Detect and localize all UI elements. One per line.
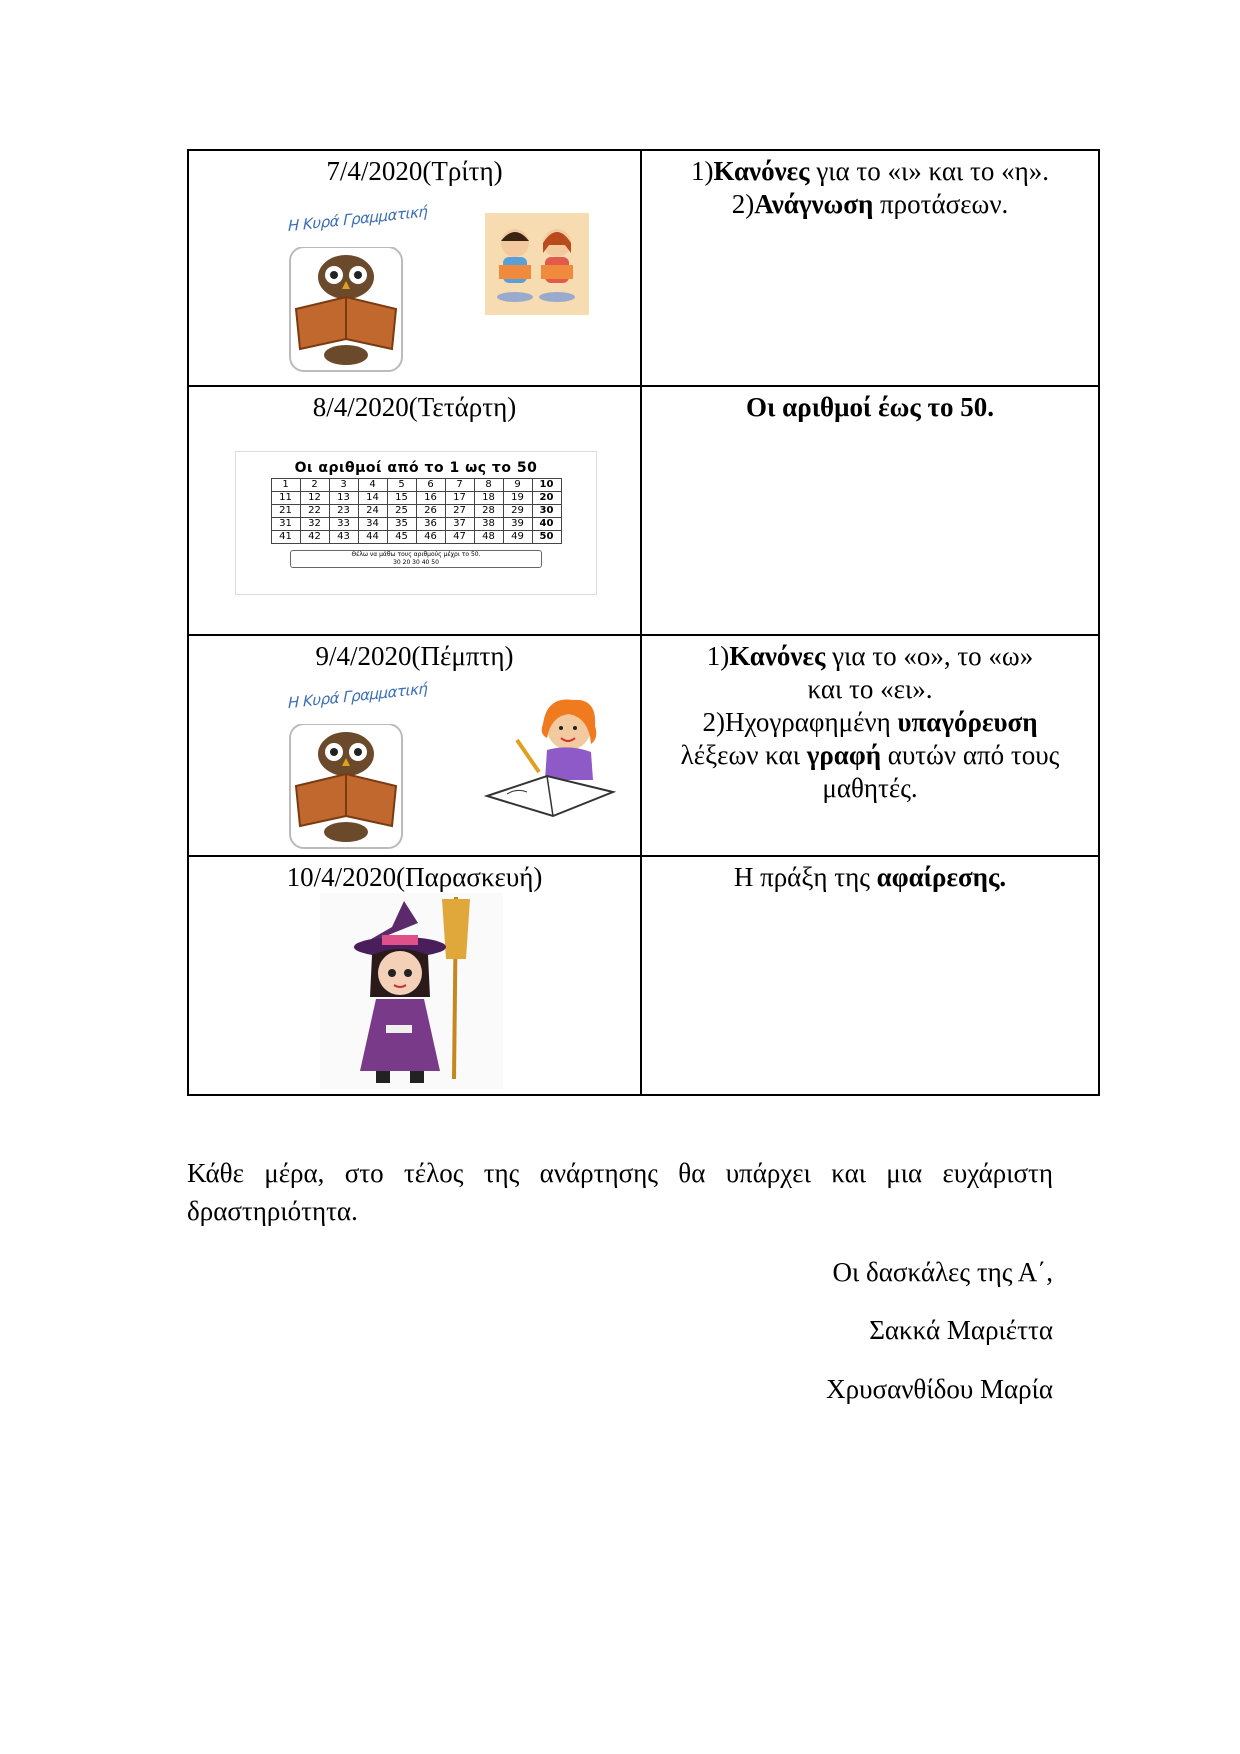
number-cell: 2 [300,479,329,492]
content-line: λέξεων και γραφή αυτών από τους [680,740,1060,770]
number-cell: 15 [387,492,416,505]
kids-reading-image [485,213,589,315]
number-cell: 45 [387,531,416,544]
number-cell: 25 [387,505,416,518]
number-cell: 46 [416,531,445,544]
number-cell: 43 [329,531,358,544]
number-cell: 17 [445,492,474,505]
number-cell: 26 [416,505,445,518]
table-row [188,856,1099,1095]
owl-book-title: Η Κυρά Γραμματική [288,202,428,236]
content-cell [641,386,1099,635]
signature-line-teacher-2: Χρυσανθίδου Μαρία [826,1374,1053,1404]
table-row [188,150,1099,386]
number-cell: 30 [532,505,561,518]
number-cell: 32 [300,518,329,531]
number-cell: 36 [416,518,445,531]
content-cell [641,635,1099,856]
date-cell [188,635,641,856]
number-cell: 14 [358,492,387,505]
content-text [642,636,1098,805]
closing-paragraph: Κάθε μέρα, στο τέλος της ανάρτησης θα υπάρχει και μια ευχάριστη δραστηριότητα. [187,1158,1053,1226]
content-line: 1)Κανόνες για το «ο», το «ω» [706,641,1034,671]
number-cell: 34 [358,518,387,531]
number-cell: 4 [358,479,387,492]
number-cell: 29 [503,505,532,518]
content-line: Οι αριθμοί έως το 50. [746,392,994,422]
content-text [642,151,1098,221]
number-cell: 27 [445,505,474,518]
content-cell [641,150,1099,386]
numbers-1-50-table-image [235,451,597,595]
number-cell: 1 [271,479,300,492]
schedule-table [187,149,1100,1096]
signature-line-teacher-1: Σακκά Μαριέττα [869,1315,1053,1345]
content-line: μαθητές. [822,773,918,803]
witch-with-broom-image [320,893,503,1089]
number-grid-row [271,505,561,518]
content-line: Η πράξη της αφαίρεσης. [733,862,1007,892]
content-text [642,387,1098,424]
table-row [188,635,1099,856]
number-cell: 19 [503,492,532,505]
number-grid-row [271,518,561,531]
signature-line-teachers: Οι δασκάλες της Α΄, [832,1257,1053,1287]
number-cell: 48 [474,531,503,544]
number-cell: 37 [445,518,474,531]
date-label: 10/4/2020(Παρασκευή) [286,862,543,892]
date-label: 9/4/2020(Πέμπτη) [315,641,514,671]
number-grid-row [271,492,561,505]
number-cell: 38 [474,518,503,531]
number-cell: 5 [387,479,416,492]
number-cell: 12 [300,492,329,505]
content-cell [641,856,1099,1095]
number-cell: 49 [503,531,532,544]
number-grid [271,478,562,544]
number-cell: 22 [300,505,329,518]
number-cell: 50 [532,531,561,544]
date-label: 8/4/2020(Τετάρτη) [312,392,517,422]
number-table-note [290,550,542,568]
number-cell: 3 [329,479,358,492]
content-line: και το «ει». [807,674,933,704]
number-cell: 39 [503,518,532,531]
content-line: 2)Ανάγνωση προτάσεων. [731,189,1009,219]
number-cell: 41 [271,531,300,544]
number-cell: 18 [474,492,503,505]
number-cell: 8 [474,479,503,492]
note-line: Θέλω να μάθω τους αριθμούς μέχρι το 50. [351,551,481,558]
number-cell: 16 [416,492,445,505]
number-grid-row [271,531,561,544]
number-cell: 33 [329,518,358,531]
number-cell: 28 [474,505,503,518]
number-cell: 31 [271,518,300,531]
number-cell: 47 [445,531,474,544]
owl-book-title: Η Κυρά Γραμματική [288,679,428,713]
number-cell: 9 [503,479,532,492]
number-table-title: Οι αριθμοί από το 1 ως το 50 [294,460,538,476]
number-cell: 23 [329,505,358,518]
number-cell: 10 [532,479,561,492]
number-cell: 24 [358,505,387,518]
number-cell: 42 [300,531,329,544]
number-grid-row [271,479,561,492]
note-line: 30 20 30 40 50 [393,559,439,566]
date-cell [188,856,641,1095]
content-line: 2)Ηχογραφημένη υπαγόρευση [702,707,1038,737]
number-cell: 7 [445,479,474,492]
content-text [642,857,1098,894]
date-label: 7/4/2020(Τρίτη) [326,156,503,186]
number-cell: 21 [271,505,300,518]
number-cell: 35 [387,518,416,531]
number-cell: 11 [271,492,300,505]
number-cell: 13 [329,492,358,505]
number-cell: 20 [532,492,561,505]
table-row [188,386,1099,635]
owl-grammar-book-image [288,202,428,373]
owl-grammar-book-image [288,679,428,850]
date-cell [188,386,641,635]
date-cell [188,150,641,386]
girl-writing-image [481,688,619,826]
number-cell: 44 [358,531,387,544]
number-cell: 40 [532,518,561,531]
number-cell: 6 [416,479,445,492]
content-line: 1)Κανόνες για το «ι» και το «η». [690,156,1050,186]
